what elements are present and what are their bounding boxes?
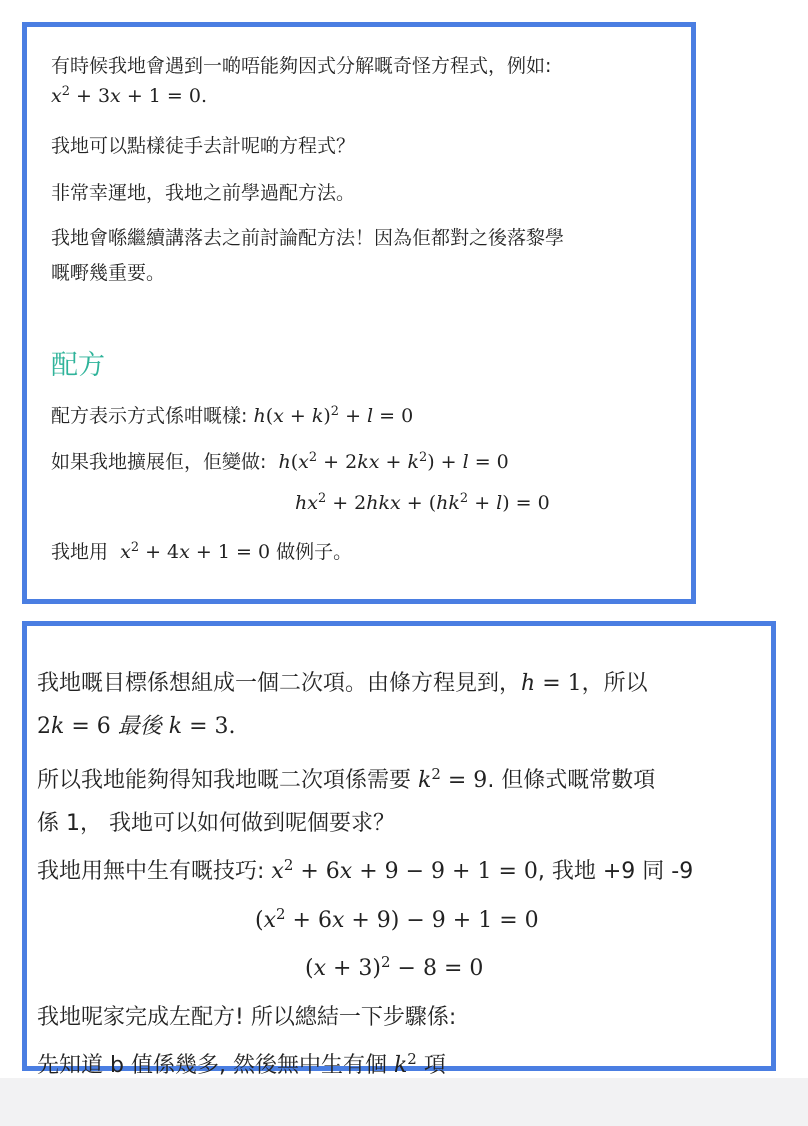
goal-line1 <box>37 666 648 697</box>
lucky-text: 非常幸運地，我地之前學過配方法。 <box>51 182 356 204</box>
trick-after: , 我地 +9 同 -9 <box>537 859 694 884</box>
question-text: 我地可以點樣徒手去計呢啲方程式？ <box>51 135 356 157</box>
example-label-before: 我地用 <box>51 541 109 563</box>
form-line <box>51 401 413 428</box>
goal-mid-text: 最後 <box>117 714 162 739</box>
expand-equation: $h(x^2 + 2kx + k^2) + l = 0$ <box>272 449 509 473</box>
form-equation: $h(x + k)^2 + l = 0$ <box>253 403 414 427</box>
summary-before: 先知道 b 值係幾多, 然後無中生有個 <box>37 1053 387 1078</box>
const-line: 係 1， 我地可以如何做到呢個要求？ <box>37 811 395 836</box>
need-line <box>37 763 655 794</box>
expand-label: 如果我地擴展佢，佢變做: <box>51 451 267 473</box>
grouped-equation: $(x^2 + 6x + 9) - 9 + 1 = 0$ <box>255 904 539 933</box>
trick-label: 我地用無中生有嘅技巧: <box>37 859 265 884</box>
goal-k-equation1: 2k = 6 <box>37 714 111 739</box>
continue-text-line2: 嘅嘢幾重要。 <box>51 262 166 284</box>
summary-k-squared: $k^2$ <box>393 1049 417 1078</box>
trick-line <box>37 854 693 885</box>
method-card <box>22 621 776 1078</box>
example-line <box>51 537 352 564</box>
completed-square-equation: $(x + 3)^2 - 8 = 0$ <box>305 952 484 981</box>
expand-line <box>51 447 509 474</box>
goal-after: ，所以 <box>581 671 648 696</box>
goal-h-equation: h = 1 <box>521 671 582 696</box>
example-label-after: 做例子。 <box>276 541 353 563</box>
summary-after: 項 <box>423 1053 446 1078</box>
done-line: 我地呢家完成左配方! 所以總結一下步驟係: <box>37 1005 457 1030</box>
trick-equation: $x^2 + 6x + 9 - 9 + 1 = 0$ <box>271 855 538 884</box>
goal-text: 我地嘅目標係想組成一個二次項。由條方程見到， <box>37 671 522 696</box>
goal-k-equation2: k = 3. <box>168 714 236 739</box>
section-heading: 配方 <box>51 350 105 381</box>
intro-text: 有時候我地會遇到一啲唔能夠因式分解嘅奇怪方程式，例如: <box>51 55 552 77</box>
page-bottom-strip <box>0 1078 808 1126</box>
intro-card <box>22 22 696 604</box>
need-after: . 但條式嘅常數項 <box>487 768 656 793</box>
intro-equation: $x^2 + 3x + 1 = 0$. <box>51 83 207 107</box>
need-equation: $k^2 = 9$ <box>418 764 488 793</box>
expanded-equation: $hx^2 + 2hkx + (hk^2 + l) = 0$ <box>295 490 550 514</box>
continue-text-line1: 我地會喺繼續講落去之前討論配方法！因為佢都對之後落黎學 <box>51 227 565 249</box>
example-equation: $x^2 + 4x + 1 = 0$ <box>114 539 271 563</box>
need-text: 所以我地能夠得知我地嘅二次項係需要 <box>37 768 412 793</box>
summary-line <box>37 1048 446 1079</box>
form-label: 配方表示方式係咁嘅樣: <box>51 405 248 427</box>
goal-line2 <box>37 709 236 740</box>
